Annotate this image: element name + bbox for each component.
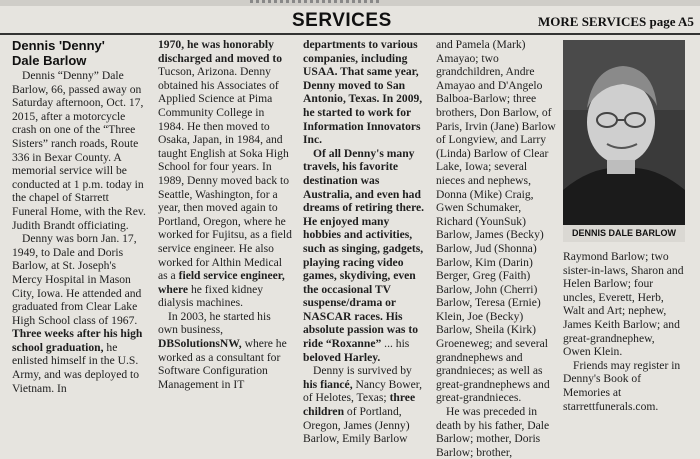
top-strip-dots (250, 0, 380, 3)
paragraph (303, 364, 428, 446)
portrait-illustration (563, 40, 685, 225)
bold-text: field service engineer, where (158, 269, 285, 296)
text: ... his (384, 337, 410, 351)
obituary-column-4 (436, 38, 556, 459)
paragraph: Friends may register in Denny's Book of Memories at starrettfunerals.com. (563, 358, 681, 413)
paragraph: Raymond Barlow; two sister-in-laws, Sharon and Helen Barlow; four uncles, Everett, Herb, Walt and Art; nephew, James Keith Barlow; and great-grandnephew, Owen Klein. (563, 250, 684, 359)
bold-text: departments to various companies, including USAA. That same year, Denny moved to San Antonio, Texas. In 2009, he started to work for Information Innovators Inc. (303, 38, 423, 147)
text: Nancy Bower, of Helotes, Texas; (303, 377, 423, 405)
text: Tucson, Arizona. Denny obtained his Associates of Applied Science at Pima Community College in 1984. He then moved to Osaka, Japan, in 1984, and taught English at Soka High School for four years. In 1989, Denny moved back to Seattle, Washington, for a year, then moved again to Portland, Oregon, where he worked for Fujitsu, as a field service engineer. He also worked for Althin Medical as a (158, 65, 292, 283)
bold-text: his fiancé, (303, 377, 353, 391)
text: he enlisted himself in the U.S. Army, and was deployed to Vietnam. In (12, 340, 140, 395)
headline-line-2: Dale Barlow (12, 53, 87, 68)
paragraph (158, 310, 292, 392)
bold-text: beloved Harley. (303, 350, 381, 364)
obituary-column-1 (12, 38, 147, 395)
text: Denny was born Jan. 17, 1949, to Dale and Doris Barlow, at St. Joseph's Mercy Hospital in Mason City, Iowa. He attended and graduated from Clear Lake High School class of 1967. (12, 232, 142, 327)
bold-text: three children (303, 391, 416, 419)
obituary-headline (12, 38, 147, 68)
photo-caption: DENNIS DALE BARLOW (563, 225, 685, 242)
paragraph (303, 38, 428, 147)
header-rule (0, 33, 700, 35)
obituary-column-3 (303, 38, 428, 446)
paragraph (158, 38, 292, 310)
text: he fixed kidney dialysis machines. (158, 282, 264, 310)
top-strip (0, 0, 700, 6)
bold-text: DBSolutionsNW, (158, 337, 242, 351)
text: In 2003, he started his own business, (158, 309, 271, 337)
portrait-photo (563, 40, 685, 225)
more-services-reference: MORE SERVICES page A5 (538, 14, 694, 29)
paragraph (12, 232, 147, 395)
text: where he worked as a consultant for Software Configuration Management in IT (158, 337, 287, 391)
paragraph: and Pamela (Mark) Amayao; two grandchildren, Andre Amayao and D'Angelo Balboa-Barlow; three brothers, Don Barlow, of Paris, Irvin (Jane) Barlow of Longview, and Larry (Linda) Barlow of Clear Lake, Iowa; several nieces and nephews, Donna (Mike) Craig, Gwen Schumaker, Richard (YounSuk) Barlow, James (Becky) Barlow, Jud (Shonna) Barlow, Kim (Darin) Berger, Greg (Faith) Barlow, John (Cherri) Barlow, Teresa (Ernie) Klein, Joe (Becky) Barlow, Sheila (Kirk) Groeneweg; and several grandnephews and grandnieces; as well as great-grandnephews and great-grandnieces. (436, 38, 556, 405)
headline-line-1: Dennis 'Denny' (12, 38, 105, 53)
text: Denny is survived by (313, 364, 412, 378)
bold-text: 1970, he was honorably discharged and moved to (158, 38, 282, 65)
obituary-column-5 (563, 250, 685, 413)
paragraph: Dennis “Denny” Dale Barlow, 66, passed away on Saturday afternoon, Oct. 17, 2015, after a motorcycle crash on one of the “Three Sisters” ranch roads, Route 336 in Bexar County. A memorial service will be conducted at 1 p.m. today in the chapel of Starrett Funeral Home, with the Rev. Judith Brandt officiating. (12, 69, 146, 232)
paragraph: He was preceded in death by his father, Dale Barlow; mother, Doris Barlow; brother, (436, 405, 550, 459)
text: of Portland, Oregon, James (Jenny) Barlow, Emily Barlow (303, 405, 410, 446)
bold-text: Of all Denny's many travels, his favorite destination was Australia, and even had dreams of retiring there. He enjoyed many hobbies and activities, such as singing, gadgets, playing racing video games, skydiving, even the occasional TV suspense/drama or NASCAR races. His absolute passion was to ride “Roxanne” (303, 146, 425, 351)
section-title: SERVICES (292, 10, 392, 31)
bold-text: Three weeks after his high school graduation, (12, 327, 143, 354)
paragraph (303, 147, 428, 365)
obituary-column-2 (158, 38, 292, 391)
